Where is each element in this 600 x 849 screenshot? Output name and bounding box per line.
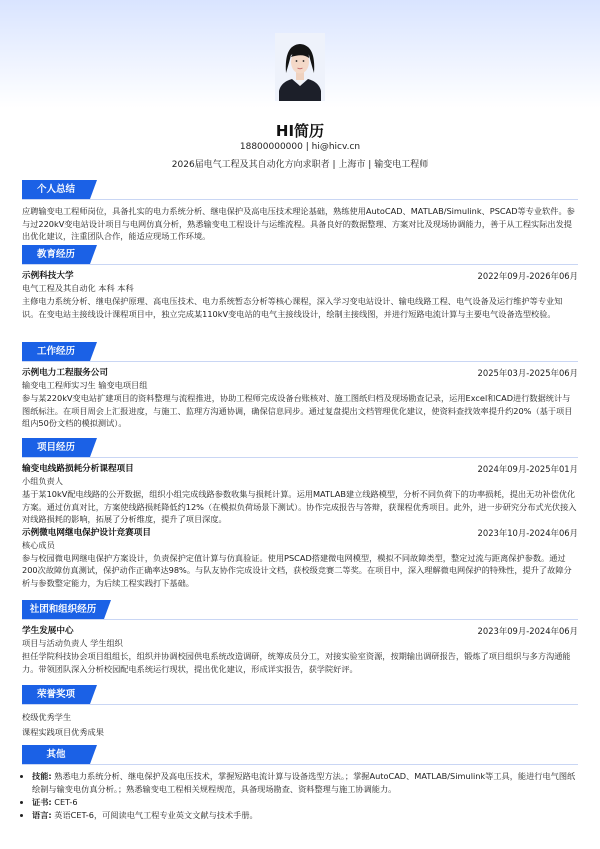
section-header xyxy=(22,685,578,705)
section-social xyxy=(22,600,578,675)
others-text: CET-6 xyxy=(54,797,78,807)
section-title: 社团和组织经历 xyxy=(22,600,104,619)
others-text: 熟悉电力系统分析、继电保护及高电压技术，掌握短路电流计算与设备选型方法。；掌握AutoCAD、MATLAB/Simulink等工具，能进行电气图纸绘制与输变电仿真分析。；熟悉输变电工程相关规程规范，具备现场勘查、资料整理与施工协调能力。 xyxy=(32,771,576,794)
section-header xyxy=(22,180,578,200)
award-item: 校级优秀学生 xyxy=(22,712,72,722)
section-header xyxy=(22,600,578,620)
section-work xyxy=(22,342,578,430)
project-date: 2024年09月-2025年01月 xyxy=(477,464,578,474)
others-text: 英语CET-6，可阅读电气工程专业英文文献与技术手册。 xyxy=(54,810,258,820)
social-desc: 担任学院科技协会项目组组长，组织并协调校园供电系统改造调研，统筹成员分工，对接实验室资源，按期输出调研报告，锻炼了项目组织与多方沟通能力。带领团队深入分析校园配电系统运行现状，提出优化建议，形成详实报告，获学院好评。 xyxy=(22,651,571,674)
work-desc: 参与某220kV变电站扩建项目的资料整理与流程推进，协助工程师完成设备台账核对、施工图纸归档及现场勘查记录，运用Excel和CAD进行数据统计与图纸标注。在项目周会上汇报进度，与施工、监理方沟通协调，确保信息同步。通过复盘提出文档管理优化建议，使资料查找效率提升约20%（基于项目组内50份文档的模拟测试）。 xyxy=(22,393,573,429)
organization-name: 学生发展中心 xyxy=(22,626,74,636)
others-item-language xyxy=(32,809,578,822)
others-label: 技能: xyxy=(32,771,52,781)
project-role: 核心成员 xyxy=(22,539,55,550)
job-intent: 2026届电气工程及其自动化方向求职者 | 上海市 | 输变电工程师 xyxy=(171,160,429,170)
section-education xyxy=(22,245,578,320)
others-item-certificate xyxy=(32,796,578,809)
section-title: 工作经历 xyxy=(22,342,90,361)
section-header xyxy=(22,245,578,265)
project-date: 2023年10月-2024年06月 xyxy=(477,527,578,538)
social-role: 项目与活动负责人 学生组织 xyxy=(22,638,123,648)
education-date: 2022年09月-2026年06月 xyxy=(477,271,578,281)
award-item: 课程实践项目优秀成果 xyxy=(22,727,104,737)
social-date: 2023年09月-2024年06月 xyxy=(477,626,578,636)
avatar xyxy=(275,33,325,101)
section-projects xyxy=(22,438,578,590)
project-desc: 参与校园微电网继电保护方案设计，负责保护定值计算与仿真验证。使用PSCAD搭建微电网模型，模拟不同故障类型，整定过流与距离保护参数。通过200次故障仿真测试，保护动作正确率达98%。与队友协作完成设计文档，获校级竞赛二等奖。在项目中，深入理解微电网保护的特殊性，提升了故障分析与参数整定能力，为后续工程实践打下基础。 xyxy=(22,552,572,588)
candidate-name: HI简历 xyxy=(275,122,325,140)
school-name: 示例科技大学 xyxy=(22,271,74,281)
others-item-skills xyxy=(32,770,578,796)
section-title: 荣誉奖项 xyxy=(22,685,90,704)
project-name: 输变电线路损耗分析课程项目 xyxy=(22,464,134,474)
section-header xyxy=(22,438,578,458)
project-role: 小组负责人 xyxy=(22,476,63,486)
section-title: 教育经历 xyxy=(22,245,90,264)
project-desc: 基于某10kV配电线路的公开数据，组织小组完成线路参数收集与损耗计算。运用MATLAB建立线路模型，分析不同负荷下的功率损耗，提出无功补偿优化方案。通过仿真对比，方案使线路损耗降低约12%（在模拟负荷场景下测试）。协作完成报告与答辩，获课程优秀项目。此外，进一步研究分布式光伏接入对线路损耗的影响，拓展了分析维度，提升了项目深度。 xyxy=(22,489,577,525)
others-label: 语言: xyxy=(32,810,52,820)
education-item-head xyxy=(22,270,578,282)
section-title: 项目经历 xyxy=(22,438,90,457)
section-header xyxy=(22,342,578,362)
education-desc: 主修电力系统分析、继电保护原理、高电压技术、电力系统暂态分析等核心课程，深入学习变电站设计、输电线路工程、电气设备及运行维护等专业知识。在变电站主接线设计课程项目中，独立完成某110kV变电站的电气主接线设计，绘制主接线图，并进行短路电流计算与主要电气设备选型校验。 xyxy=(22,296,563,319)
company-name: 示例电力工程服务公司 xyxy=(22,368,108,378)
others-list xyxy=(22,770,578,822)
social-item-head xyxy=(22,625,578,637)
summary-text: 应聘输变电工程师岗位，具备扎实的电力系统分析、继电保护及高电压技术理论基础，熟练使用AutoCAD、MATLAB/Simulink、PSCAD等专业软件。参与过220kV变电站设计项目与电网仿真分析，熟悉输变电工程设计与运维流程。具备良好的数据整理、方案对比及现场协调能力，善于从工程实际出发提出优化建议，注重团队合作，能适应现场工作环境。 xyxy=(22,206,575,242)
project-name: 示例微电网继电保护设计竞赛项目 xyxy=(22,527,151,538)
education-major: 电气工程及其自动化 本科 本科 xyxy=(22,283,134,293)
others-label: 证书: xyxy=(32,797,52,807)
contact-info: 18800000000 | hi@hicv.cn xyxy=(239,142,361,152)
section-header xyxy=(22,745,578,765)
work-role: 输变电工程师实习生 输变电项目组 xyxy=(22,380,148,390)
section-title: 其他 xyxy=(22,745,90,764)
project-item-head xyxy=(22,527,578,539)
section-title: 个人总结 xyxy=(22,180,90,199)
work-item-head xyxy=(22,367,578,379)
section-summary xyxy=(22,180,578,243)
section-awards xyxy=(22,685,578,739)
section-others xyxy=(22,745,578,822)
work-date: 2025年03月-2025年06月 xyxy=(477,368,578,378)
project-item-head xyxy=(22,463,578,475)
